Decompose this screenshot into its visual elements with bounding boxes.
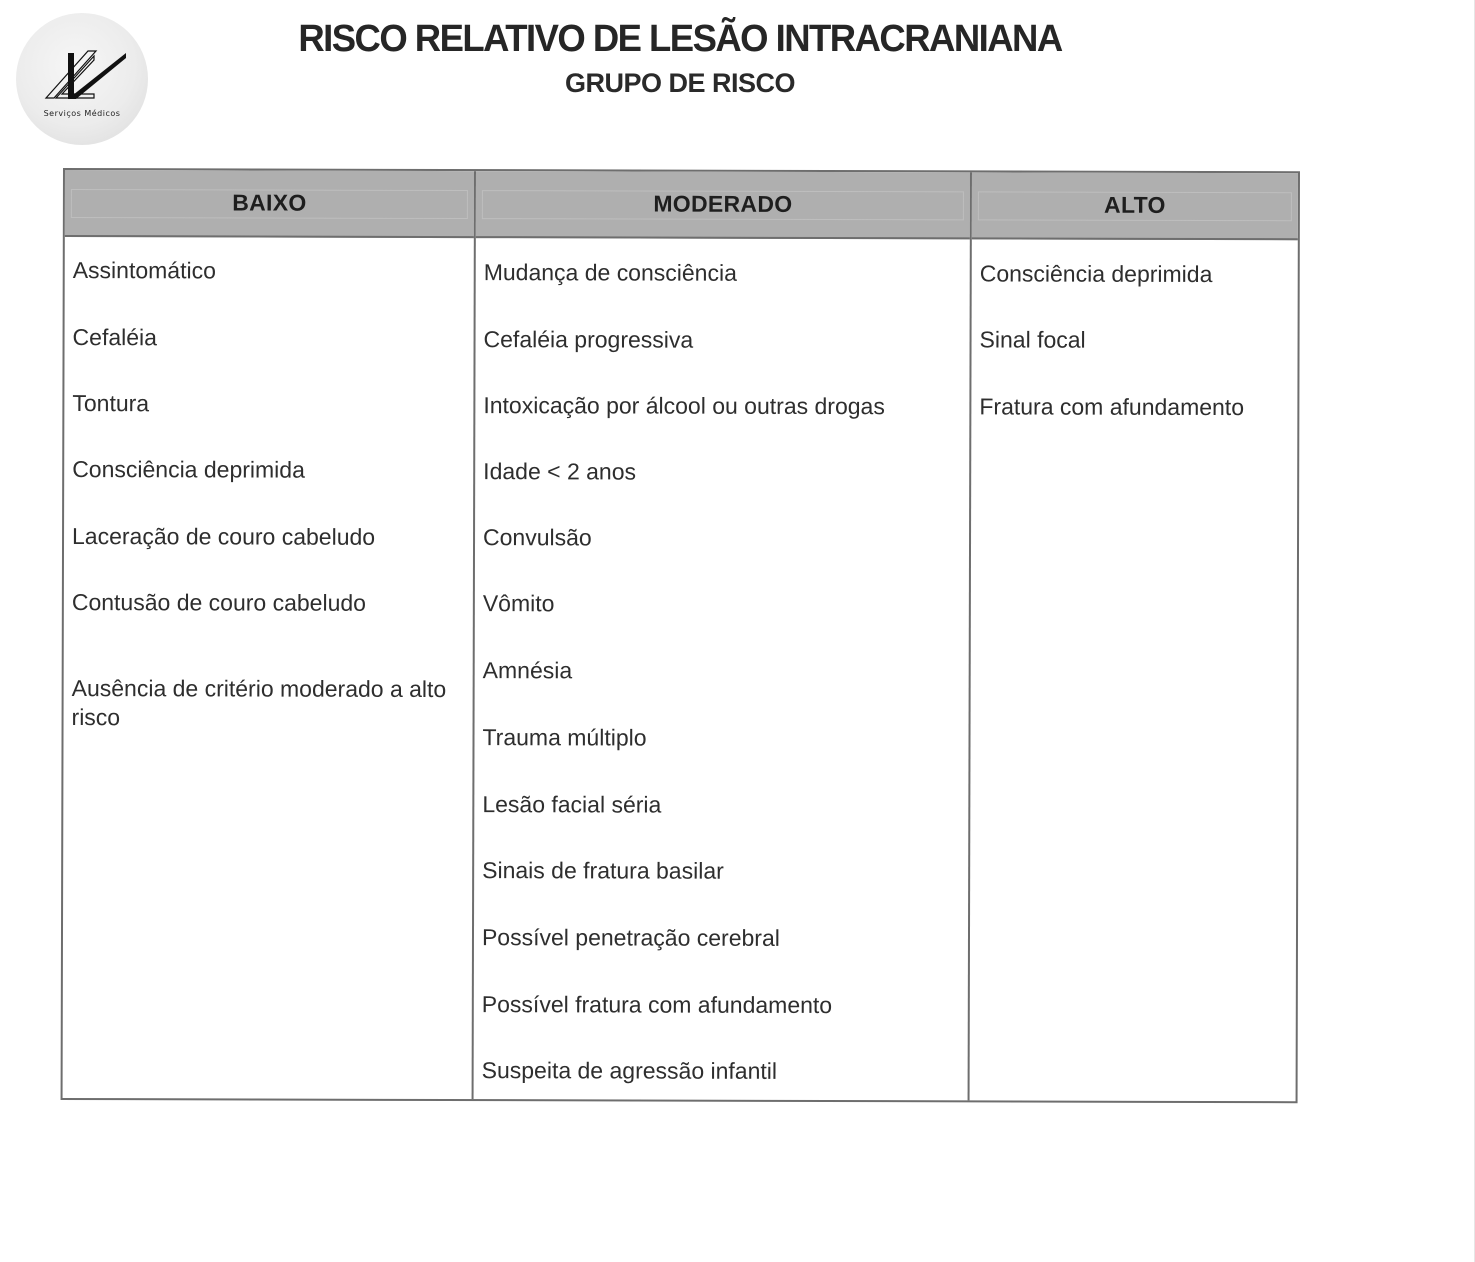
page-title: RISCO RELATIVO DE LESÃO INTRACRANIANA bbox=[298, 18, 1062, 60]
list-item: Possível penetração cerebral bbox=[481, 924, 780, 951]
list-item: Ausência de critério moderado a alto risco bbox=[71, 675, 447, 731]
risk-table bbox=[61, 168, 1300, 1103]
column-header-alto bbox=[972, 172, 1298, 240]
column-header-label: ALTO bbox=[1104, 191, 1166, 218]
company-logo bbox=[16, 13, 148, 145]
lv-monogram-icon bbox=[16, 13, 148, 145]
list-item: Tontura bbox=[72, 390, 150, 417]
list-item: Idade < 2 anos bbox=[483, 458, 637, 485]
list-item: Assintomático bbox=[72, 257, 216, 284]
list-item: Contusão de couro cabeludo bbox=[71, 589, 367, 616]
list-item: Consciência deprimida bbox=[979, 260, 1213, 288]
column-header-label: MODERADO bbox=[653, 190, 793, 217]
list-item: Amnésia bbox=[482, 657, 573, 684]
list-item: Convulsão bbox=[483, 524, 592, 551]
list-item: Possível fratura com afundamento bbox=[481, 991, 833, 1019]
list-item: Suspeita de agressão infantil bbox=[481, 1057, 778, 1084]
list-item: Laceração de couro cabeludo bbox=[72, 523, 376, 550]
list-item: Lesão facial séria bbox=[482, 791, 662, 818]
list-item: Sinal focal bbox=[979, 326, 1086, 353]
column-header-moderado bbox=[476, 171, 970, 239]
column-header-label: BAIXO bbox=[232, 189, 307, 216]
page-subtitle: GRUPO DE RISCO bbox=[564, 68, 796, 98]
list-item: Cefaléia bbox=[72, 324, 157, 351]
list-item: Vômito bbox=[482, 590, 555, 617]
list-item: Consciência deprimida bbox=[72, 456, 305, 483]
list-item: Trauma múltiplo bbox=[482, 724, 647, 751]
column-moderado bbox=[472, 171, 970, 1100]
list-item: Fratura com afundamento bbox=[979, 393, 1245, 421]
column-baixo bbox=[63, 170, 474, 1099]
column-alto bbox=[968, 172, 1298, 1101]
logo-tagline: Serviços Médicos bbox=[43, 109, 121, 118]
column-header-baixo bbox=[65, 170, 474, 238]
list-item: Sinais de fratura basilar bbox=[482, 857, 724, 884]
list-item: Mudança de consciência bbox=[483, 259, 737, 286]
list-item: Cefaléia progressiva bbox=[483, 326, 694, 353]
list-item: Intoxicação por álcool ou outras drogas bbox=[483, 392, 885, 420]
